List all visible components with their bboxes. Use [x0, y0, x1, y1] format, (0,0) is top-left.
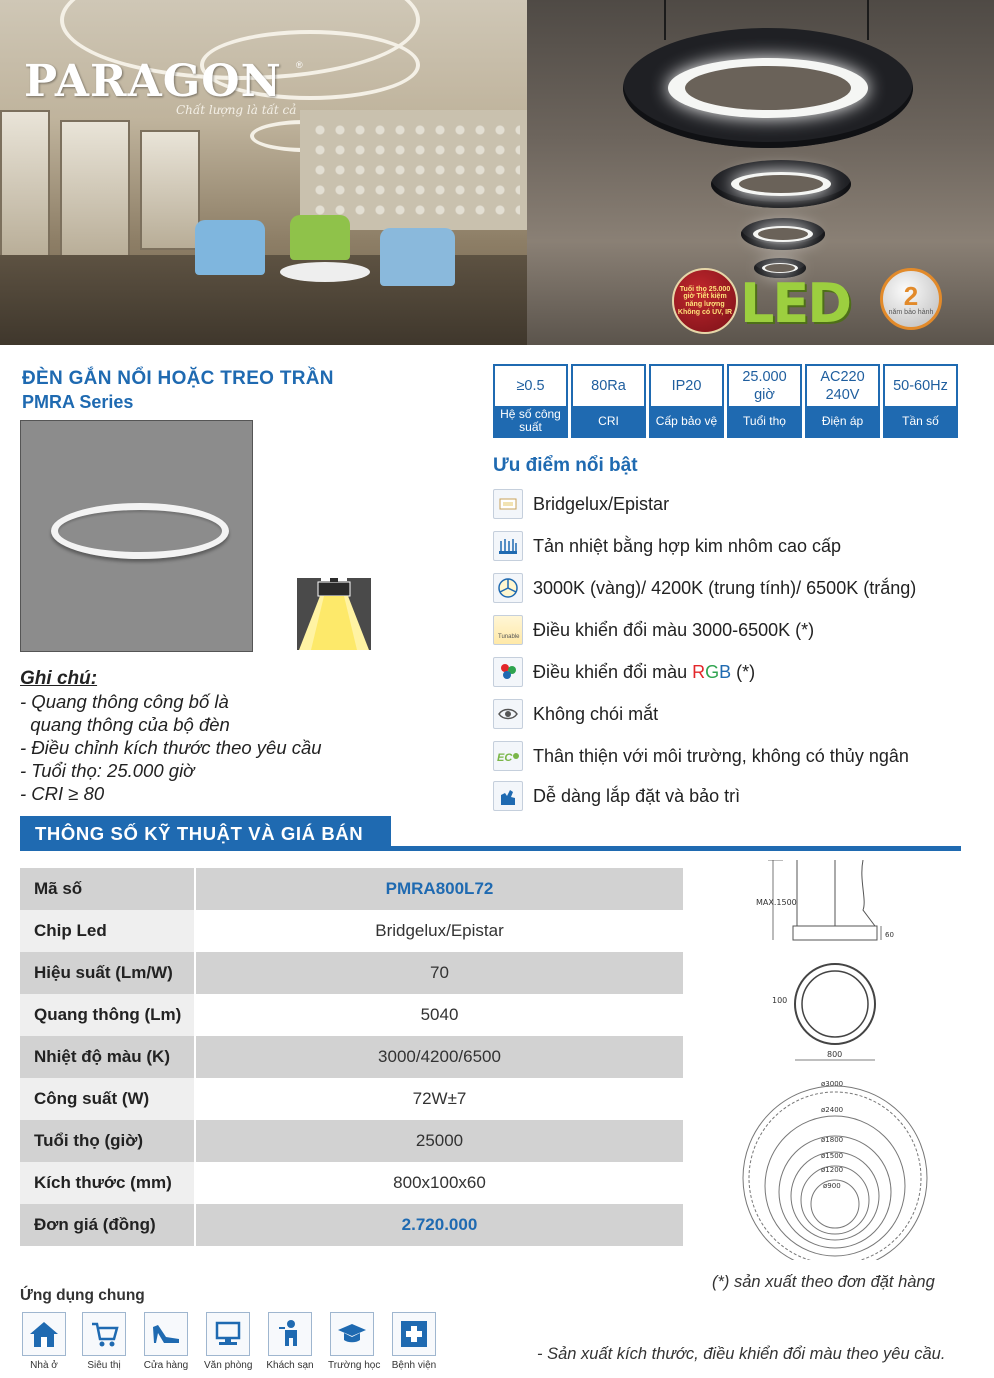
spec-value: Bridgelux/Epistar — [194, 910, 683, 952]
advantage-item — [493, 699, 658, 729]
product-series: PMRA Series — [22, 392, 134, 412]
application-item — [80, 1312, 128, 1371]
spec-box-label: Tuổi thọ — [729, 406, 800, 436]
table-row — [20, 952, 683, 994]
spec-value: 3000/4200/6500 — [194, 1036, 683, 1078]
spec-box-lifetime — [727, 364, 802, 438]
advantage-text-part: Điều khiển đổi màu — [533, 661, 693, 682]
led-logo: LED — [740, 272, 851, 335]
spec-box-label: Cấp bảo vệ — [651, 406, 722, 436]
spec-box-value: 50-60Hz — [893, 378, 948, 394]
advantages-title: Ưu điểm nổi bật — [493, 455, 638, 476]
spec-box-label: Hệ số công suất — [495, 406, 566, 436]
notes-line: - Tuổi thọ: 25.000 giờ — [20, 760, 195, 781]
spec-key: Đơn giá (đồng) — [20, 1204, 194, 1246]
spec-box-label: CRI — [573, 406, 644, 436]
size-option-label: ø900 — [823, 1182, 841, 1190]
application-item — [328, 1312, 381, 1371]
advantage-item — [493, 615, 814, 645]
notes-line: quang thông của bộ đèn — [20, 714, 230, 735]
spec-key: Mã số — [20, 868, 194, 910]
spec-boxes — [493, 364, 958, 438]
spec-key: Công suất (W) — [20, 1078, 194, 1120]
spec-value: 72W±7 — [194, 1078, 683, 1120]
spec-key: Hiệu suất (Lm/W) — [20, 952, 194, 994]
spec-key: Tuổi thọ (giờ) — [20, 1120, 194, 1162]
table-row — [20, 868, 683, 910]
lifetime-badge-text: Tuổi thọ 25.000 giờ Tiết kiệm năng lượng Không có UV, IR — [677, 285, 733, 316]
advantage-item — [493, 741, 909, 771]
spec-box-label: Tần số — [885, 406, 956, 436]
product-title: ĐÈN GẮN NỔI HOẶC TREO TRẦN — [22, 368, 334, 389]
technical-drawing — [735, 860, 965, 1260]
application-item — [266, 1312, 314, 1371]
notes-line: - Điều chỉnh kích thước theo yêu cầu — [20, 737, 322, 758]
spec-key: Kích thước (mm) — [20, 1162, 194, 1204]
home-icon — [22, 1312, 66, 1356]
advantage-item — [493, 573, 916, 603]
svg-text:EC: EC — [497, 752, 513, 764]
price-value: 2.720.000 — [194, 1204, 683, 1246]
hotel-staff-icon — [268, 1312, 312, 1356]
size-option-label: ø2400 — [821, 1106, 844, 1114]
application-label: Nhà ở — [30, 1360, 58, 1371]
spec-box-voltage — [805, 364, 880, 438]
spec-value: PMRA800L72 — [194, 868, 683, 910]
rgb-icon — [493, 657, 523, 687]
spec-box-value: 80Ra — [591, 378, 626, 394]
table-row — [20, 1120, 683, 1162]
table-row — [20, 1036, 683, 1078]
lifetime-badge — [672, 268, 738, 334]
diameter-label: 800 — [827, 1050, 843, 1059]
application-item — [20, 1312, 68, 1371]
notes-heading: Ghi chú: — [20, 668, 98, 689]
office-interior-photo — [0, 0, 527, 345]
spec-box-label: Điện áp — [807, 406, 878, 436]
hospital-cross-icon — [392, 1312, 436, 1356]
advantage-text: Không chói mắt — [533, 703, 659, 724]
table-row — [20, 1078, 683, 1120]
size-option-label: ø1500 — [821, 1152, 844, 1160]
advantage-item — [493, 657, 755, 687]
cart-icon — [82, 1312, 126, 1356]
eye-icon — [493, 699, 523, 729]
notes-line: - Quang thông công bố là — [20, 691, 229, 712]
spec-box-ip — [649, 364, 724, 438]
application-label: Khách sạn — [266, 1360, 314, 1371]
table-row — [20, 910, 683, 952]
rgb-g-letter: G — [705, 661, 720, 682]
spec-key: Quang thông (Lm) — [20, 994, 194, 1036]
eco-icon — [493, 741, 523, 771]
spec-box-value: AC220 240V — [820, 369, 865, 403]
spec-box-power-factor — [493, 364, 568, 438]
size-option-label: ø1800 — [821, 1136, 844, 1144]
spec-box-value: IP20 — [671, 378, 702, 394]
graduation-cap-icon — [330, 1312, 374, 1356]
notes-block — [20, 668, 322, 805]
warranty-years: 2 — [903, 280, 919, 311]
application-label: Bệnh viện — [391, 1360, 437, 1371]
svg-text:Tunable: Tunable — [498, 634, 520, 640]
size-option-label: ø3000 — [821, 1080, 844, 1088]
application-label: Văn phòng — [204, 1360, 253, 1371]
spec-key: Chip Led — [20, 910, 194, 952]
office-computer-icon — [206, 1312, 250, 1356]
advantage-item — [493, 531, 841, 561]
application-label: Siêu thị — [87, 1360, 121, 1371]
heel-shoe-icon — [144, 1312, 188, 1356]
heat-sink-icon — [493, 531, 523, 561]
advantage-text: Thân thiện với môi trường, không có thủy ngân — [533, 745, 909, 766]
ring-width-label: 100 — [772, 996, 788, 1005]
table-row — [20, 1162, 683, 1204]
max-height-label: MAX.1500 — [756, 898, 797, 907]
applications-title: Ứng dụng chung — [20, 1287, 145, 1304]
ring-lamp-image — [51, 503, 229, 559]
warranty-text: năm bảo hành — [888, 308, 934, 316]
spec-box-value: ≥0.5 — [516, 378, 545, 394]
advantage-text: Dễ dàng lắp đặt và bảo trì — [533, 785, 741, 806]
height-label: 60 — [885, 931, 894, 939]
spec-value: 70 — [194, 952, 683, 994]
product-photo — [20, 420, 253, 652]
brand-name: PARAGON — [24, 56, 282, 107]
beam-profile-icon — [297, 578, 371, 650]
advantage-text — [533, 662, 755, 683]
install-hand-icon — [493, 781, 523, 811]
spec-key: Nhiệt độ màu (K) — [20, 1036, 194, 1078]
application-label: Trường học — [328, 1360, 381, 1371]
spec-box-frequency — [883, 364, 958, 438]
advantage-text-part: (*) — [731, 661, 756, 682]
advantage-item — [493, 781, 740, 811]
spec-value: 800x100x60 — [194, 1162, 683, 1204]
warranty-badge — [880, 268, 942, 330]
table-row — [20, 1204, 683, 1246]
order-note: (*) sản xuất theo đơn đặt hàng — [712, 1273, 935, 1291]
size-option-label: ø1200 — [821, 1166, 844, 1174]
spec-table — [20, 868, 683, 1246]
notes-line: - CRI ≥ 80 — [20, 783, 105, 804]
table-row — [20, 994, 683, 1036]
registered-mark: ® — [296, 60, 303, 70]
application-label: Cửa hàng — [143, 1360, 189, 1371]
advantage-text: 3000K (vàng)/ 4200K (trung tính)/ 6500K (trắng) — [533, 577, 917, 598]
application-item — [142, 1312, 190, 1371]
advantage-item — [493, 489, 669, 519]
brand-tagline: Chất lượng là tất cả — [176, 103, 297, 117]
spec-value: 5040 — [194, 994, 683, 1036]
bottom-note: - Sản xuất kích thước, điều khiển đổi màu theo yêu cầu. — [537, 1345, 946, 1363]
application-item — [390, 1312, 438, 1371]
advantage-text: Bridgelux/Epistar — [533, 493, 670, 514]
spec-box-cri — [571, 364, 646, 438]
spec-value: 25000 — [194, 1120, 683, 1162]
tunable-icon — [493, 615, 523, 645]
color-temperature-icon — [493, 573, 523, 603]
spec-box-value: 25.000 giờ — [742, 369, 787, 403]
paragon-logo — [24, 56, 303, 117]
advantage-text: Tản nhiệt bằng hợp kim nhôm cao cấp — [533, 535, 841, 556]
advantage-text: Điều khiển đổi màu 3000-6500K (*) — [533, 619, 815, 640]
smd-chip-icon — [493, 489, 523, 519]
rgb-r-letter: R — [692, 661, 706, 682]
section-header: THÔNG SỐ KỸ THUẬT VÀ GIÁ BÁN — [20, 816, 391, 851]
rgb-b-letter: B — [719, 661, 732, 682]
hero-banner — [0, 0, 994, 345]
application-item — [204, 1312, 252, 1371]
